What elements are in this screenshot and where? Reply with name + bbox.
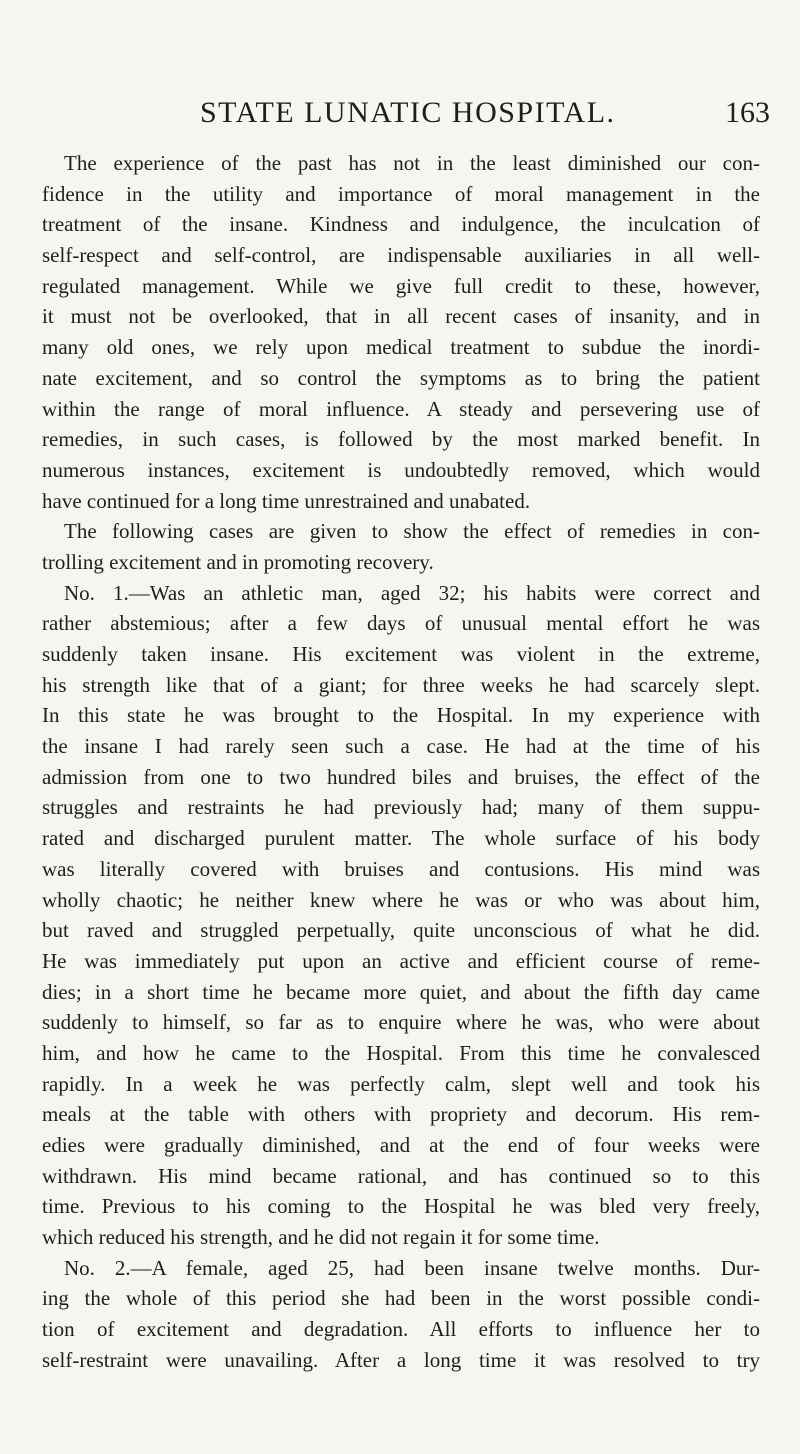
text-line: his strength like that of a giant; for three weeks he had scarcely slept.	[42, 672, 760, 697]
paragraph	[42, 1253, 760, 1376]
text-line: have continued for a long time unrestrained and unabated.	[42, 488, 531, 513]
page-header	[160, 96, 770, 136]
text-line: the insane I had rarely seen such a case. He had at the time of his	[42, 734, 760, 759]
text-line: ing the whole of this period she had been in the worst possible condi-	[42, 1286, 760, 1311]
text-line: within the range of moral influence. A steady and persevering use of	[42, 396, 760, 421]
text-line: admission from one to two hundred biles and bruises, the effect of the	[42, 764, 760, 789]
text-line: In this state he was brought to the Hospital. In my experience with	[42, 703, 760, 728]
text-line: was literally covered with bruises and contusions. His mind was	[42, 856, 760, 881]
text-line: No. 1.—Was an athletic man, aged 32; his habits were correct and	[64, 580, 760, 605]
text-line: struggles and restraints he had previously had; many of them suppu-	[42, 795, 760, 820]
text-line: nate excitement, and so control the symptoms as to bring the patient	[42, 365, 760, 390]
page-number: 163	[725, 96, 770, 129]
text-line: meals at the table with others with propriety and decorum. His rem-	[42, 1102, 760, 1127]
paragraph	[42, 516, 760, 577]
text-line: dies; in a short time he became more quiet, and about the fifth day came	[42, 979, 760, 1004]
text-line: self-respect and self-control, are indispensable auxiliaries in all well-	[42, 243, 760, 268]
text-line: The experience of the past has not in the least diminished our con-	[64, 151, 760, 175]
text-line: rated and discharged purulent matter. The whole surface of his body	[42, 826, 760, 851]
text-line: tion of excitement and degradation. All efforts to influence her to	[42, 1317, 760, 1342]
text-line: self-restraint were unavailing. After a long time it was resolved to try	[42, 1347, 760, 1372]
text-line: withdrawn. His mind became rational, and has continued so to this	[42, 1163, 760, 1188]
text-line: He was immediately put upon an active and efficient course of reme-	[42, 948, 760, 973]
text-line: trolling excitement and in promoting recovery.	[42, 549, 434, 574]
running-title: STATE LUNATIC HOSPITAL.	[200, 96, 616, 129]
text-line: numerous instances, excitement is undoubtedly removed, which would	[42, 457, 760, 482]
text-line: rather abstemious; after a few days of unusual mental effort he was	[42, 611, 760, 636]
text-line: regulated management. While we give full credit to these, however,	[42, 273, 760, 298]
text-line: many old ones, we rely upon medical treatment to subdue the inordi-	[42, 335, 760, 360]
text-line: No. 2.—A female, aged 25, had been insane twelve months. Dur-	[64, 1255, 760, 1280]
text-line: rapidly. In a week he was perfectly calm, slept well and took his	[42, 1071, 760, 1096]
text-line: but raved and struggled perpetually, quite unconscious of what he did.	[42, 918, 760, 943]
text-line: suddenly taken insane. His excitement was violent in the extreme,	[42, 642, 760, 666]
text-line: suddenly to himself, so far as to enquire where he was, who were about	[42, 1010, 760, 1035]
text-line: which reduced his strength, and he did not regain it for some time.	[42, 1225, 600, 1250]
paragraph	[42, 148, 760, 516]
text-line: edies were gradually diminished, and at the end of four weeks were	[42, 1133, 760, 1157]
text-line: treatment of the insane. Kindness and indulgence, the inculcation of	[42, 212, 760, 237]
text-line: time. Previous to his coming to the Hospital he was bled very freely,	[42, 1194, 760, 1219]
text-line: wholly chaotic; he neither knew where he was or who was about him,	[42, 887, 760, 912]
text-line: remedies, in such cases, is followed by the most marked benefit. In	[42, 427, 760, 452]
text-line: him, and how he came to the Hospital. From this time he convalesced	[42, 1040, 760, 1065]
text-line: fidence in the utility and importance of moral management in the	[42, 181, 760, 206]
paragraph	[42, 578, 760, 1253]
text-line: The following cases are given to show the effect of remedies in con-	[64, 519, 760, 544]
body-text	[42, 148, 760, 1376]
text-line: it must not be overlooked, that in all recent cases of insanity, and in	[42, 304, 760, 329]
